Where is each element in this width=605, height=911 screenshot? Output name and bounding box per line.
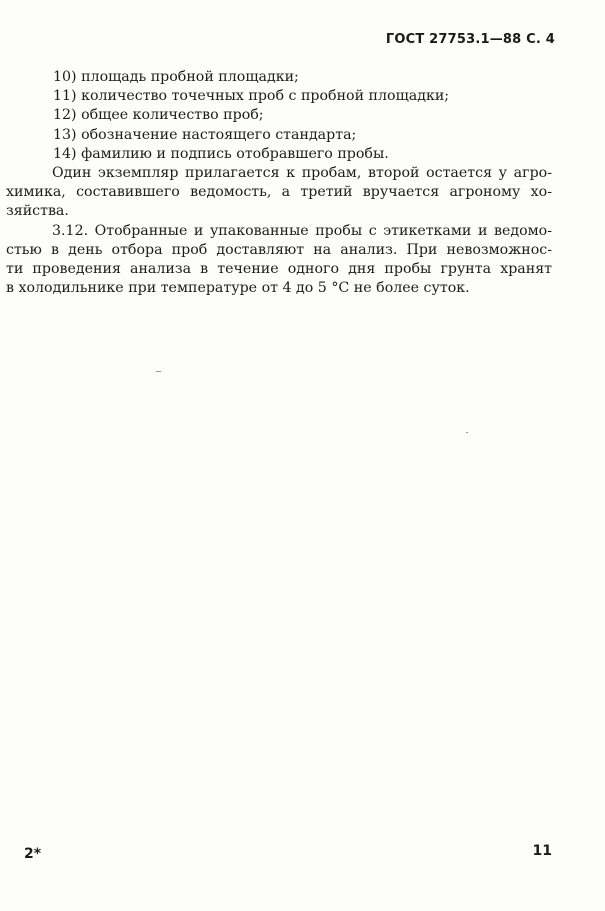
paragraph-2-line-3: ти проведения анализа в течение одного дня пробы грунта хранят [6, 260, 552, 277]
page-number: 11 [532, 843, 552, 859]
paragraph-2-line-2: стью в день отбора проб доставляют на анализ. При невозможнос- [6, 241, 552, 258]
list-item-13: 13) обозначение настоящего стандарта; [53, 126, 357, 143]
scan-speck [466, 432, 468, 433]
paragraph-2-line-4: в холодильнике при температуре от 4 до 5 °С не более суток. [6, 280, 470, 297]
paragraph-1-line-2: химика, составившего ведомость, а третий вручается агроному хо- [6, 184, 552, 201]
list-item-14: 14) фамилию и подпись отобравшего пробы. [53, 145, 389, 162]
body-text [6, 68, 552, 298]
list-item-11: 11) количество точечных проб с пробной площадки; [53, 88, 450, 105]
paragraph-2-line-1: 3.12. Отобранные и упакованные пробы с этикетками и ведомо- [52, 222, 552, 239]
paragraph-1-line-3: зяйства. [6, 203, 69, 220]
paragraph-1-line-1: Один экземпляр прилагается к пробам, второй остается у агро- [52, 164, 552, 181]
scan-speck [156, 371, 161, 372]
list-item-12: 12) общее количество проб; [53, 107, 264, 124]
list-item-10: 10) площадь пробной площадки; [53, 69, 299, 85]
standard-header: ГОСТ 27753.1—88 С. 4 [385, 32, 555, 47]
signature-mark: 2* [24, 846, 42, 862]
